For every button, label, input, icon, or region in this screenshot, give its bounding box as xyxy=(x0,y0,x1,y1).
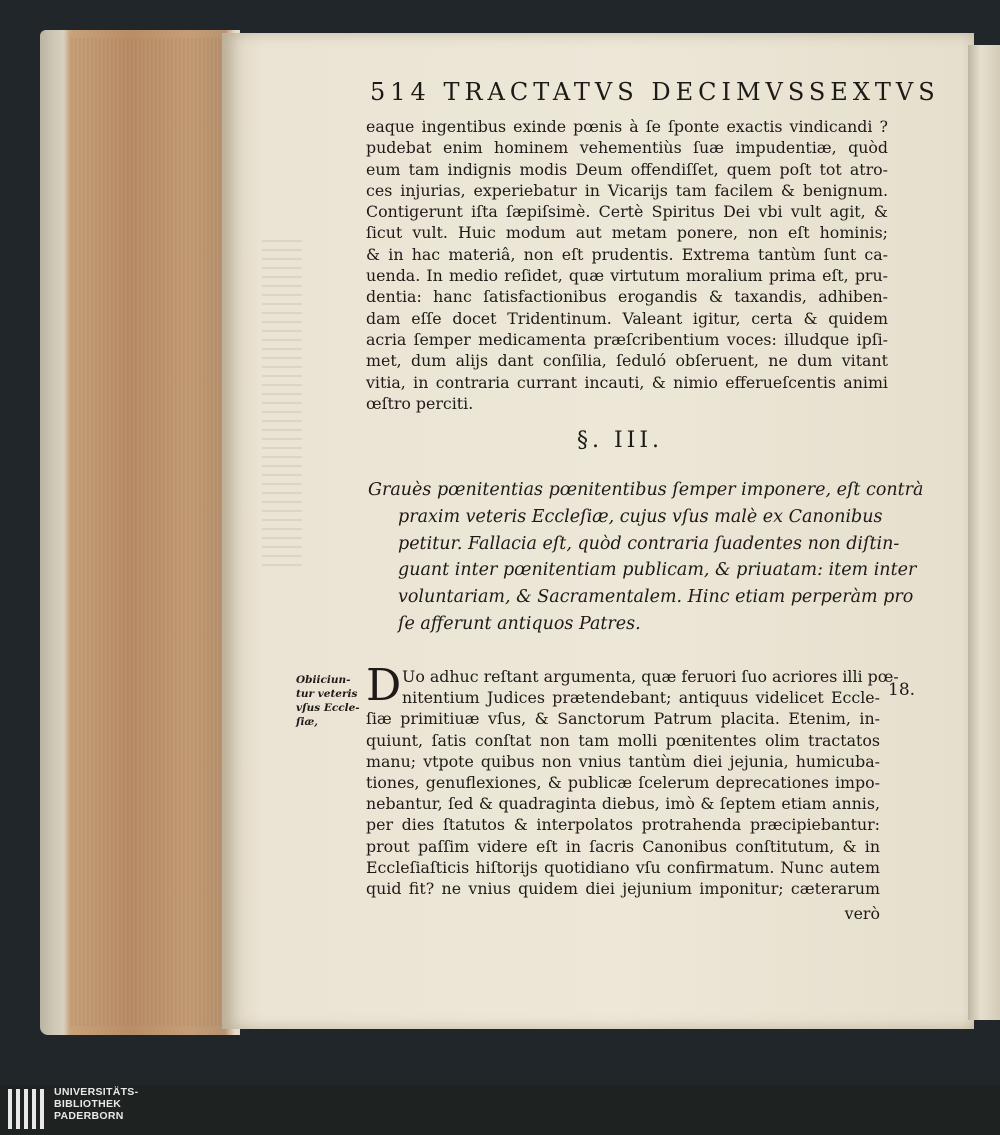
library-name xyxy=(54,1087,214,1122)
text-line: acria ſemper medicamenta præſcribentium voces: illudque ipſi- xyxy=(366,329,888,349)
text-line: Contigerunt iſta ſæpiſsimè. Certè Spiritus Dei vbi vult agit, & xyxy=(366,202,888,222)
text-line: eaque ingentibus exinde pœnis à ſe ſponte exactis vindicandi ? xyxy=(366,117,888,136)
marginal-line: Obiiciun- xyxy=(296,674,351,686)
library-name-line: PADERBORN xyxy=(54,1109,124,1122)
text-line: dam eſſe docet Tridentinum. Valeant igitur, certa & quidem xyxy=(366,308,888,328)
text-line: pudebat enim hominem vehementiùs ſuæ impudentiæ, quòd xyxy=(366,138,888,158)
summary-line: Grauès pœnitentias pœnitentibus ſemper imponere, eſt contrà xyxy=(368,480,924,500)
text-line: & in hac materiâ, non eſt prudentis. Extrema tantùm ſunt ca- xyxy=(366,244,888,264)
book-page-edges xyxy=(40,30,240,1035)
catchword: verò xyxy=(844,904,880,923)
marginal-note xyxy=(296,673,358,729)
show-through-ink xyxy=(262,240,302,570)
marginal-line: tur veteris xyxy=(296,688,358,700)
text-line: tiones, genuflexiones, & publicæ ſcelerum deprecationes impo- xyxy=(366,773,880,793)
text-line: dentia: hanc ſatisfactionibus erogandis & taxandis, adhiben- xyxy=(366,287,888,307)
margin-paragraph-number: 18. xyxy=(888,680,916,700)
main-paragraph xyxy=(366,660,899,899)
text-line: nebantur, ſed & quadraginta diebus, imò & ſeptem etiam annis, xyxy=(366,794,880,814)
summary-line: guant inter pœnitentiam publicam, & priuatam: item inter xyxy=(398,560,917,581)
text-line: quid fit? ne vnius quidem diei jejunium imponitur; cæterarum xyxy=(366,879,880,899)
text-line: manu; vtpote quibus non vnius tantùm diei jejunia, humicuba- xyxy=(366,751,880,771)
text-line: met, dum alijs dant conſilia, ſeduló obſeruent, ne dum vitant xyxy=(366,351,888,371)
text-line: Uo adhuc reſtant argumenta, quæ feruori ſuo acriores illi pœ- xyxy=(402,667,899,686)
text-line: ſicut vult. Huic modum aut metam ponere, non eſt hominis; xyxy=(366,223,888,243)
marginal-line: ſiæ, xyxy=(296,716,318,728)
facing-page-edge xyxy=(968,45,1000,1020)
section-heading: §. III. xyxy=(576,428,664,453)
running-head: 514 TRACTATVS DECIMVSSEXTVS xyxy=(370,78,940,106)
text-line: nitentium Judices prætendebant; antiquus videlicet Eccle- xyxy=(402,688,880,708)
library-bars-logo-icon xyxy=(6,1087,48,1131)
text-line: œſtro perciti. xyxy=(366,393,474,413)
text-line: ſiæ primitiuæ vſus, & Sanctorum Patrum placita. Etenim, in- xyxy=(366,709,880,729)
text-line: eum tam indignis modis Deum offendiſſet, quem poſt tot atro- xyxy=(366,159,888,179)
marginal-line: vſus Eccle- xyxy=(296,702,360,714)
summary-line: voluntariam, & Sacramentalem. Hinc etiam perperàm pro xyxy=(398,587,914,608)
library-name-line: UNIVERSITÄTS- xyxy=(54,1086,139,1098)
text-line: prout paſſim videre eſt in ſacris Canonibus conſtitutum, & in xyxy=(366,836,880,856)
library-name-line: BIBLIOTHEK xyxy=(54,1097,122,1110)
text-line: Eccleſiaſticis hiſtorijs quotidiano vſu confirmatum. Nunc autem xyxy=(366,857,880,877)
text-line: per dies ſtatutos & interpolatos protrahenda præcipiebantur: xyxy=(366,815,880,835)
text-line: uenda. In medio reſidet, quæ virtutum moralium prima eſt, pru- xyxy=(366,266,888,286)
body-paragraph xyxy=(366,116,888,414)
text-line: ces injurias, experiebatur in Vicarijs tam facilem & benignum. xyxy=(366,180,888,200)
summary-line: ſe afferunt antiquos Patres. xyxy=(398,613,641,634)
section-summary xyxy=(368,477,924,638)
text-line: quiunt, ſatis conſtat non tam molli pœnitentes olim tractatos xyxy=(366,730,880,750)
text-line: vitia, in contraria currant incauti, & nimio efferueſcentis animi xyxy=(366,372,888,392)
summary-line: praxim veteris Eccleſiæ, cujus vſus malè ex Canonibus xyxy=(398,506,883,527)
drop-initial: D xyxy=(366,660,402,711)
summary-line: petitur. Fallacia eſt, quòd contraria ſuadentes non diſtin- xyxy=(398,533,900,554)
